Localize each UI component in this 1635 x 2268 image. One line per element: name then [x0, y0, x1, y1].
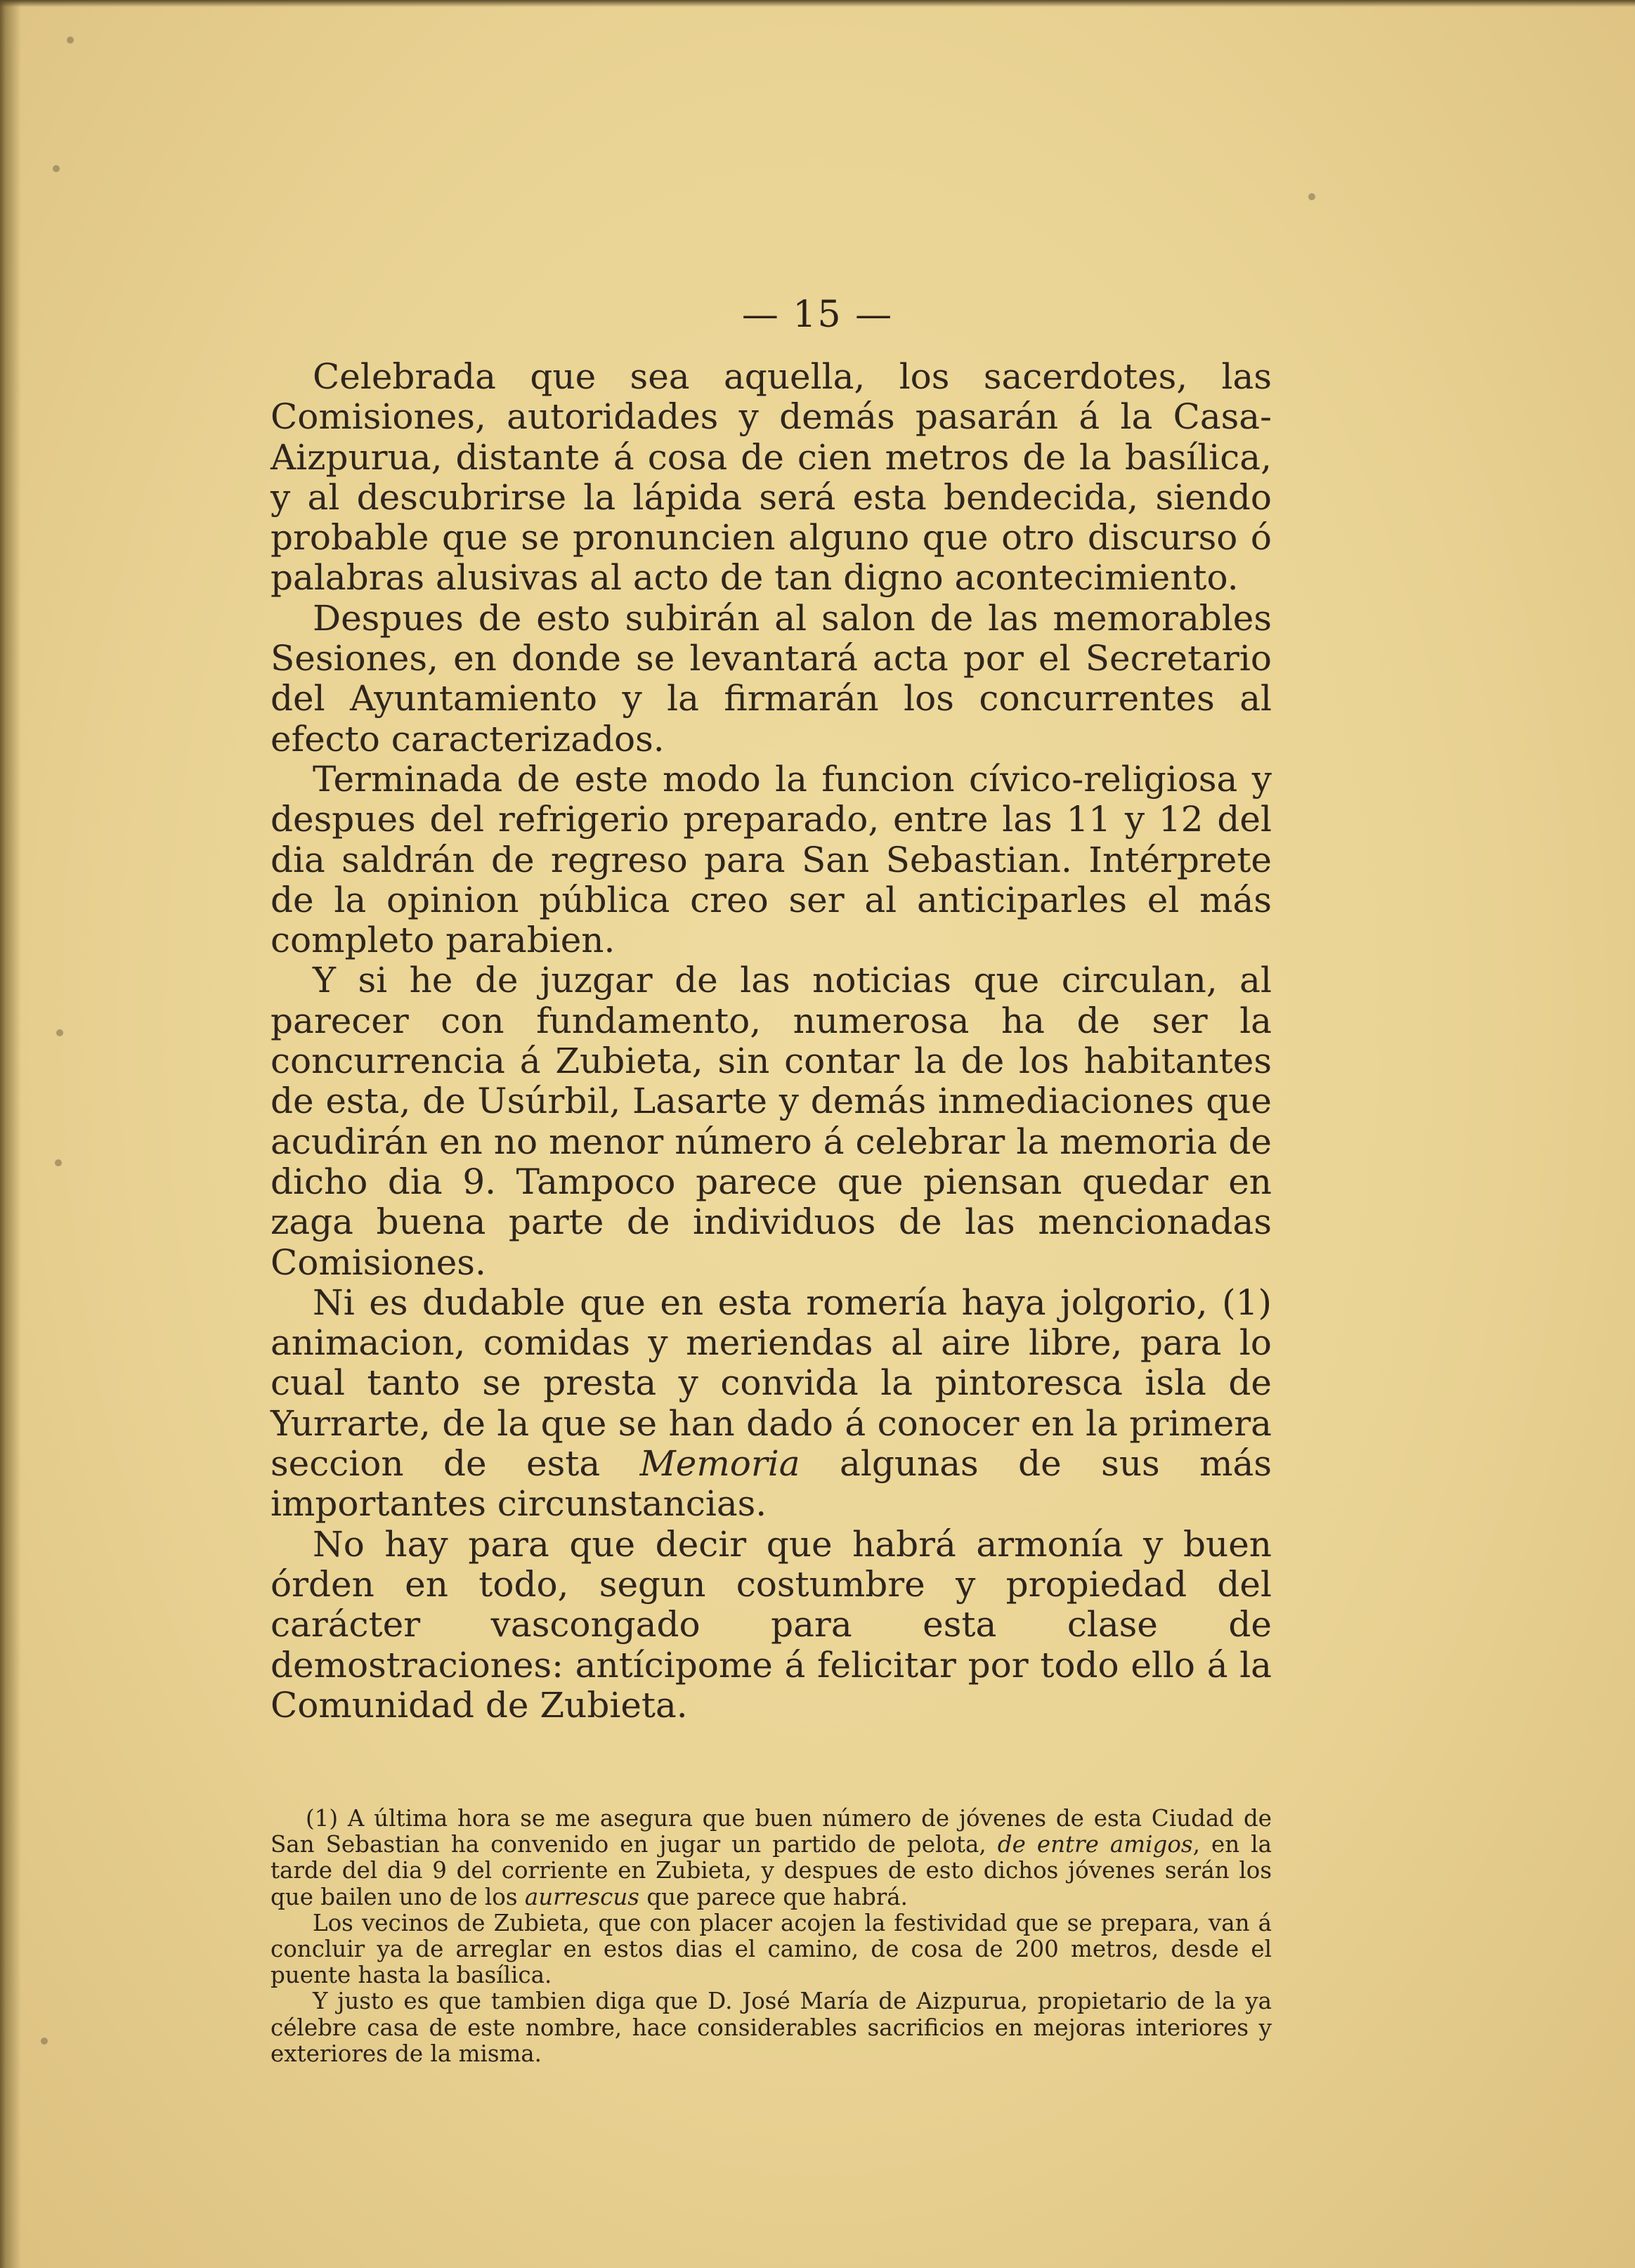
paper-speck — [53, 165, 60, 172]
footnote-text: (1) A última hora se me asegura que buen número de jóvenes de esta Ciudad de San Sebastian ha convenido en jugar un partido de pelota, — [271, 1805, 1272, 1858]
paragraph-text: algunas de sus más importantes circunstancias. — [271, 1443, 1272, 1525]
footnote: Y justo es que tambien diga que D. José María de Aizpurua, propietario de la ya célebre casa de este nombre, hace considerables sacrificios en mejoras interiores y exteriores de la misma. — [271, 1988, 1272, 2067]
paragraph: Despues de esto subirán al salon de las memorables Sesiones, en donde se levantará acta por el Secretario del Ayuntamiento y la firmarán los concurrentes al efecto caracterizados. — [271, 597, 1272, 760]
body-text — [271, 357, 1272, 1726]
paper-speck — [55, 1159, 62, 1166]
paper-speck — [56, 1029, 63, 1036]
paragraph: Terminada de este modo la funcion cívico-religiosa y despues del refrigerio preparado, entre las 11 y 12 del dia saldrán de regreso para San Sebastian. Intérprete de la opinion pública creo ser al anticiparles el más completo parabien. — [271, 758, 1272, 961]
footnote-text: , en la tarde del dia 9 del corriente en Zubieta, y despues de esto dichos jóvenes serán los que bailen uno de los — [271, 1831, 1272, 1910]
footnotes — [271, 1806, 1272, 2067]
paragraph-text: Ni es dudable que en esta romería haya jolgorio, (1) animacion, comidas y meriendas al aire libre, para lo cual tanto se presta y convida la pintoresca isla de Yurrarte, de la que se han dado á conocer en la primera seccion de esta — [271, 1282, 1272, 1485]
paper-speck — [67, 37, 74, 44]
footnote — [271, 1806, 1272, 1910]
paragraph — [271, 1283, 1272, 1525]
italic-phrase: aurrescus — [524, 1883, 639, 1910]
paper-speck — [1308, 193, 1315, 200]
footnote: Los vecinos de Zubieta, que con placer acojen la festividad que se prepara, van á concluir ya de arreglar en estos dias el camino, de cosa de 200 metros, desde el puente hasta la basílica. — [271, 1909, 1272, 1989]
paragraph: Y si he de juzgar de las noticias que circulan, al parecer con fundamento, numerosa ha de ser la concurrencia á Zubieta, sin contar la de los habitantes de esta, de Usúrbil, Lasarte y demás inmediaciones que acudirán en no menor número á celebrar la memoria de dicho dia 9. Tampoco parece que piensan quedar en zaga buena parte de individuos de las mencionadas Comisiones. — [271, 960, 1272, 1283]
page-number: — 15 — — [741, 294, 894, 336]
paragraph: Celebrada que sea aquella, los sacerdotes, las Comisiones, autoridades y demás pasarán á la Casa-Aizpurua, distante á cosa de cien metros de la basílica, y al descubrirse la lápida será esta bendecida, siendo probable que se pronuncien alguno que otro discurso ó palabras alusivas al acto de tan digno acontecimiento. — [271, 356, 1272, 599]
footnote-text: que parece que habrá. — [639, 1883, 908, 1910]
paper-speck — [41, 2038, 48, 2045]
italic-phrase: de entre amigos — [997, 1831, 1193, 1858]
paragraph: No hay para que decir que habrá armonía y buen órden en todo, segun costumbre y propiedad del carácter vascongado para esta clase de demostraciones: antícipome á felicitar por todo ello á la Comunidad de Zubieta. — [271, 1523, 1272, 1726]
italic-title: Memoria — [639, 1443, 800, 1485]
